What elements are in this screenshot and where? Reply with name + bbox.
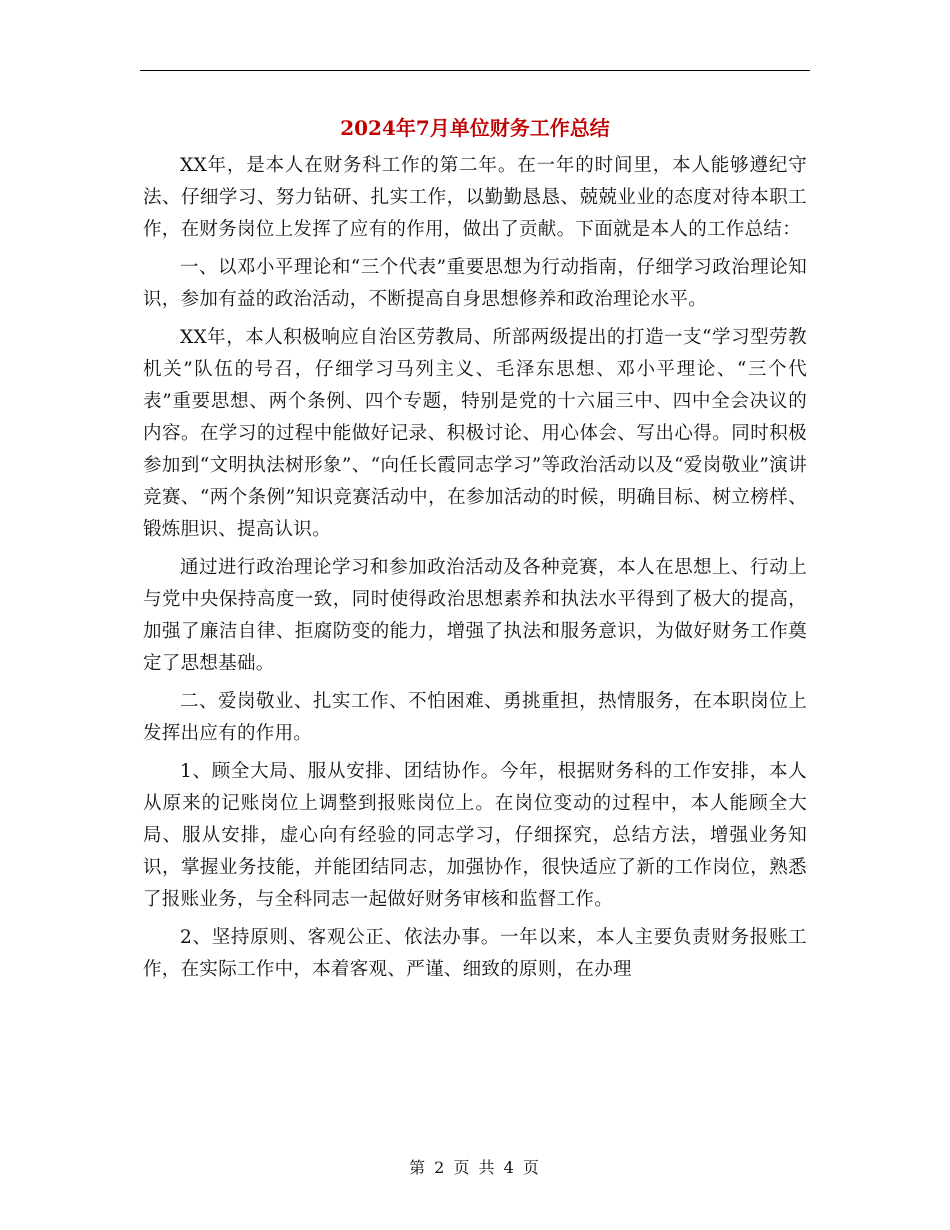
paragraph: XX年，是本人在财务科工作的第二年。在一年的时间里，本人能够遵纪守法、仔细学习、努力钻研、扎实工作，以勤勤恳恳、兢兢业业的态度对待本职工作，在财务岗位上发挥了应有的作用，做出了贡献。下面就是本人的工作总结： bbox=[143, 155, 807, 240]
paragraph: 一、以邓小平理论和“三个代表”重要思想为行动指南，仔细学习政治理论知识，参加有益的政治活动，不断提高自身思想修养和政治理论水平。 bbox=[143, 257, 807, 310]
page-number-footer: 第 2 页 共 4 页 bbox=[409, 1158, 541, 1177]
paragraph: 二、爱岗敬业、扎实工作、不怕困难、勇挑重担，热情服务，在本职岗位上发挥出应有的作用。 bbox=[143, 691, 807, 744]
paragraph: XX年，本人积极响应自治区劳教局、所部两级提出的打造一支“学习型劳教机关”队伍的号召，仔细学习马列主义、毛泽东思想、邓小平理论、“三个代表”重要思想、两个条例、四个专题，特别是党的十六届三中、四中全会决议的内容。在学习的过程中能做好记录、积极讨论、用心体会、写出心得。同时积极参加到“文明执法树形象”、“向任长霞同志学习”等政治活动以及“爱岗敬业”演讲竞赛、“两个条例”知识竞赛活动中，在参加活动的时候，明确目标、树立榜样、锻炼胆识、提高认识。 bbox=[143, 327, 807, 540]
document-title: 2024年7月单位财务工作总结 bbox=[340, 116, 610, 140]
paragraph: 1、顾全大局、服从安排、团结协作。今年，根据财务科的工作安排，本人从原来的记账岗位上调整到报账岗位上。在岗位变动的过程中，本人能顾全大局、服从安排，虚心向有经验的同志学习，仔细探究，总结方法，增强业务知识，掌握业务技能，并能团结同志，加强协作，很快适应了新的工作岗位，熟悉了报账业务，与全科同志一起做好财务审核和监督工作。 bbox=[143, 761, 807, 910]
header-rule bbox=[140, 70, 810, 71]
document-body bbox=[143, 150, 807, 992]
paragraph: 通过进行政治理论学习和参加政治活动及各种竞赛，本人在思想上、行动上与党中央保持高度一致，同时使得政治思想素养和执法水平得到了极大的提高，加强了廉洁自律、拒腐防变的能力，增强了执法和服务意识，为做好财务工作奠定了思想基础。 bbox=[143, 557, 807, 674]
paragraph: 2、坚持原则、客观公正、依法办事。一年以来，本人主要负责财务报账工作，在实际工作中，本着客观、严谨、细致的原则，在办理 bbox=[143, 927, 807, 980]
